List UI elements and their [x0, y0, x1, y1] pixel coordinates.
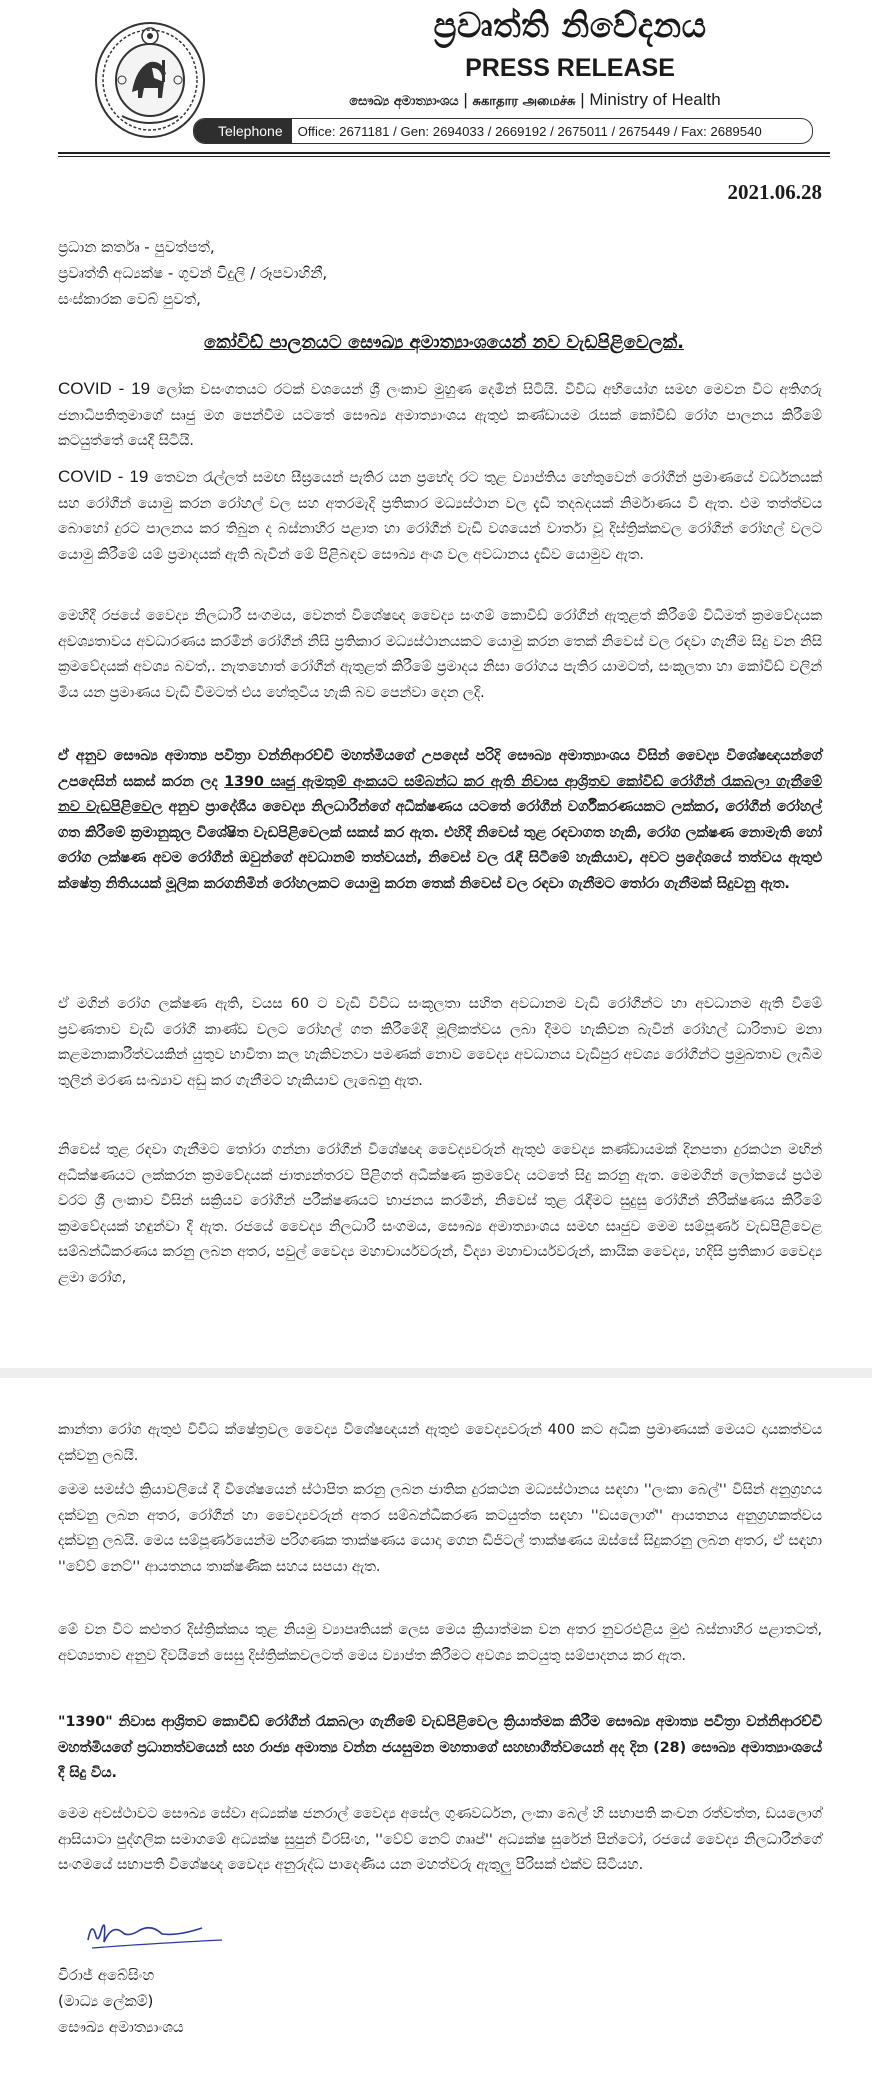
- paragraph-6: නිවෙස් තුළ රඳවා ගැනීමට තෝරා ගන්නා රෝගීන් විශේෂඥ වෛද්‍යවරුන් ඇතුළු වෛද්‍ය කණ්ඩායමක් දිනපතා දුරකථන මඟින් අධීක්ෂණයට ලක්කරන ක්‍රමවේදයක් ජාත්‍යන්තරව පිළිගත් අධීක්ෂණ ක්‍රමවේද යටතේ සිදු කරනු ඇත. මෙමගින් ලෝකයේ ප්‍රථම වරට ශ්‍රී ලංකාව විසින් සක්‍රියව රෝගීන් පරීක්ෂණයට භාජනය කරමින්, නිවෙස් තුළ රැඳීමට සුදුසු රෝගීන් නිරීක්ෂණය කිරීමේ ක්‍රමවේදයක් හඳුන්වා දී ඇත. රජයේ වෛද්‍ය නිලධාරී සංගමය, සෞඛ්‍ය අමාත්‍යාංශය සමඟ සෘජුව මෙම සම්පූර්ණ වැඩපිළිවෙළ සම්බන්ධීකරණය කරනු ලබන අතර, පවුල් වෛද්‍ය මහාචාර්යවරුන්, විද්‍යා මහාචාර්යවරුන්, කායික වෛද්‍ය, හදිසි ප්‍රතිකාර වෛද්‍ය ළමා රෝග,: [58, 1142, 822, 1286]
- header-rule-thin: [58, 156, 830, 157]
- ministry-separator-1: |: [463, 90, 468, 109]
- handwritten-signature-icon: [82, 1910, 232, 1956]
- paragraph-1-text: ලෝක වසංගතයට රටක් වශයෙන් ශ්‍රී ලංකාව මුහුණ දෙමින් සිටියි. විවිධ අභියෝග සමඟ මෙවන විට අතිගරු ජනාධිපතිතුමාගේ සෘජු මග පෙන්වීම යටතේ සෞඛ්‍ය අමාත්‍යාංශය ඇතුළු කණ්ඩායම රැසක් කෝවිඩ් රෝග පාලනය කිරීමේ කටයුත්තේ යෙදී සිටියි.: [58, 382, 822, 449]
- paragraph-4: [58, 744, 822, 897]
- signer-office: සෞඛ්‍ය අමාත්‍යාංශය: [58, 2018, 184, 2036]
- telephone-numbers: Office: 2671181 / Gen: 2694033 / 2669192 / 2675011 / 2675449 / Fax: 2689540: [297, 123, 762, 139]
- ministry-separator-2: |: [580, 90, 585, 109]
- page-2: [0, 1378, 872, 2096]
- press-release-title-sinhala: ප්‍රවෘත්ති නිවේදනය: [433, 6, 707, 46]
- paragraph-3: මෙහිදී රජයේ වෛද්‍ය නිලධාරී සංගමය, වෙනත් විශේෂඥ වෛද්‍ය සංගම් කොවිඩ් රෝගීන් ඇතුළත් කිරීමේ විධිමත් ක්‍රමවේදයක අවශ්‍යතාවය අවධාරණය කරමින් රෝගීන් නිසි ප්‍රතිකාර මධ්‍යස්ථානයකට යොමු කරන තෙක් නිවෙස් වල රඳවා ගැනීම සිදු වන නිසි ක්‍රමවේදයක් අවශ්‍ය බවත්,. නැතහොත් රෝගීන් ඇතුළත් කිරීමේ ප්‍රමාදය නිසා රෝගය පැතිර යාමටත්, සංකූලතා හා කෝවිඩ් වලින් මිය යන ප්‍රමාණය වැඩි වීමටත් එය හේතුවිය හැකි බව පෙන්වා දෙන ලදි.: [58, 608, 822, 701]
- sri-lanka-emblem-icon: [92, 20, 208, 140]
- signer-name: විරාජ් අබේසිංහ: [58, 1966, 155, 1984]
- paragraph-11: මෙම අවස්ථාවට සෞඛ්‍ය සේවා අධ්‍යක්ෂ ජනරාල් වෛද්‍ය අසේල ගුණවර්ධන, ලංකා බෙල් හි සභාපති කංචන රත්වත්ත, ඩයලොග් ආසියාටා පුද්ගලික සමාගමේ අධ්‍යක්ෂ සුපුන් වීරසිංහ, ''වේව් නෙට් ගෲප්'' අධ්‍යක්ෂ සුරේන් පින්ටෝ, රජයේ වෛද්‍ය නිලධාරීන්ගේ සංගමයේ සභාපති විශේෂඥ වෛද්‍ය අනුරුද්ධ පාදෙණිය යන මහත්වරු ඇතුලු පිරිසක් එක්ව සිටියහ.: [58, 1806, 822, 1873]
- paragraph-4-a: ඒ අනුව සෞඛ්‍ය අමාත්‍ය පවිත්‍රා වන්නිආරච්චි මහත්මියගේ උපදෙස් පරිදි සෞඛ්‍ය අමාත්‍යාංශය විසින් වෛද්‍ය විශේෂඥයන්ගේ උපදෙසින් සකස් කරන ලද: [58, 748, 822, 790]
- signer-role: (මාධ්‍ය ලේකම්): [58, 1992, 154, 2010]
- release-date: 2021.06.28: [727, 180, 822, 204]
- ministry-sinhala: සෞඛ්‍ය අමාත්‍යාංශය: [349, 94, 459, 109]
- telephone-bar: [193, 118, 813, 144]
- telephone-label: Telephone: [194, 119, 292, 143]
- header-rule: [58, 152, 830, 154]
- paragraph-4-underlined: 1390 සෘජු ඇමතුම් අංකයට සම්බන්ධ කර ඇති නිවාස ආශ්‍රිතව කෝවිඩ් රෝගීන් රැකබලා ගැනීමේ නව වැඩපිළිවෙල: [58, 773, 823, 815]
- ministry-english: Ministry of Health: [589, 90, 721, 109]
- paragraph-2-text: තෙවන රැල්ලත් සමඟ සීඝ්‍රයෙන් පැතිර යන ප්‍රභේද රට තුළ ව්‍යාප්තිය හේතුවෙන් රෝගීන් ප්‍රමාණයේ වර්ධනයක් සහ රෝගීන් යොමු කරන රෝහල් වල සහ අතරමැදි ප්‍රතිකාර මධ්‍යස්ථාන වල දැඩි තදබදයක් නිර්මාණය වී ඇත. එම තත්ත්වය බොහෝ දුරට පාලනය කර තිබුන ද බස්නාහිර පළාත හා රෝගීන් වැඩි වශයෙන් වාර්තා වූ දිස්ත්‍රික්කවල රෝගීන් රෝහල් වලට යොමු කිරීමේ යම් ප්‍රමාදයක් ඇති බැවින් මේ පිළිබඳව සෞඛ්‍ය අංශ වල අවධානය දැඩිව යොමුව ඇත.: [58, 470, 822, 563]
- addressee-3: සංස්කාරක වෙබ් පුවත්,: [58, 290, 201, 308]
- paragraph-10: "1390" නිවාස ආශ්‍රිතව කොවිඩ් රෝගීන් රැකබලා ගැනීමේ වැඩපිළිවෙල ක්‍රියාත්මක කිරීම සෞඛ්‍ය අමාත්‍ය පවිත්‍රා වන්නිආරච්චි මහත්මියගේ ප්‍රධානත්වයෙන් සහ රාජ්‍ය අමාත්‍ය වන්න ජයසුමන මහතාගේ සහභාගීත්වයෙන් අද දින (28) සෞඛ්‍ය අමාත්‍යාංශයේ දී සිදු විය.: [58, 1714, 822, 1781]
- press-release-title-english: PRESS RELEASE: [465, 54, 675, 82]
- paragraph-2-lead: COVID - 19: [58, 467, 149, 486]
- headline: කෝවිඩ් පාලනයට සෞඛ්‍ය අමාත්‍යාංශයෙන් නව වැඩපිළිවෙලක්.: [204, 332, 684, 353]
- paragraph-7: කාන්තා රෝග ඇතුළු විවිධ ක්ෂේත්‍රවල වෛද්‍ය විශේෂඥයන් ඇතුළු වෛද්‍යවරුන් 400 කට අධික ප්‍රමාණයක් මෙයට දායකත්වය දක්වනු ලබයි.: [58, 1422, 822, 1464]
- paragraph-9: මේ වන විට කළුතර දිස්ත්‍රික්කය තුළ නියමු ව්‍යාපෘතියක් ලෙස මෙය ක්‍රියාත්මක වන අතර නුවරඑළිය මුළු බස්නාහිර පළාතටත්, අවශ්‍යතාව අනුව දිවයිනේ සෙසු දිස්ත්‍රික්කවලටත් මෙය ව්‍යාප්ත කිරීමට අවශ්‍ය කටයුතු සම්පාදනය කර ඇත.: [58, 1622, 822, 1664]
- paragraph-4-b: අනුව ප්‍රාදේශීය වෛද්‍ය නිලධාරීන්ගේ අධීක්ෂණය යටතේ රෝගීන් වර්ගීකරණයකට ලක්කර, රෝගීන් රෝහල් ගත කිරීමේ ක්‍රමානුකූල විශේෂිත වැඩපිළිවෙලක් සකස් කර ඇත. එහිදී නිවෙස් තුළ රඳවාගත හැකි, රෝග ලක්ෂණ නොමැති හෝ රෝග ලක්ෂණ අවම රෝගීන් ඔවුන්ගේ අවධානම් තත්වයන්, නිවෙස් වල රැඳී සිටීමේ හැකියාව, අවට ප්‍රදේශයේ තත්වය ඇතුළු ක්ෂේත්‍ර නිතියයක් මූලික කරගනිමින් රෝහලකට යොමු කරන තෙක් නිවෙස් වල රඳවා ගැනීමට තෝරා ගැනීමක් සිදුවනු ඇත.: [58, 799, 822, 892]
- paragraph-1-lead: COVID - 19: [58, 379, 151, 398]
- paragraph-2: [58, 464, 822, 568]
- addressee-1: ප්‍රධාන කර්තෘ - පුවත්පත්,: [58, 238, 215, 256]
- paragraph-1: [58, 376, 822, 455]
- paragraph-8: මෙම සමස්ථ ක්‍රියාවලියේ දී විශේෂයෙන් ස්ථාපිත කරනු ලබන ජාතික දුරකථන මධ්‍යස්ථානය සඳහා ''ලංකා බෙල්'' විසින් අනුග්‍රහය දක්වනු ලබන අතර, රෝගීන් හා වෛද්‍යවරුන් අතර සම්බන්ධීකරණ කටයුත්ත සඳහා ''ඩයලොග්'' ආයතනය අනුග්‍රහකත්වය දක්වනු ලබයි. මෙය සම්පූර්ණයෙන්ම පරිගණක තාක්ෂණය යොදා ගෙන ඩිජිටල් තාක්ෂණය ඔස්සේ සිදුකරනු ලබන අතර, ඒ සඳහා ''වේව් නෙට්'' ආයතනය තාක්ෂණික සහය සපයා ඇත.: [58, 1482, 823, 1575]
- ministry-line: [240, 90, 830, 110]
- addressee-2: ප්‍රවෘත්ති අධ්‍යක්ෂ - ගුවන් විදුලි / රූපවාහිනී,: [58, 264, 328, 282]
- ministry-tamil: சுகாதார அமைச்சு: [472, 94, 576, 109]
- page-separator: [0, 1368, 872, 1378]
- paragraph-5: ඒ මගින් රෝග ලක්ෂණ ඇති, වයස 60 ට වැඩි විවිධ සංකූලතා සහිත අවධානම වැඩි රෝගීන්ට හා අවධානම ඇති වීමේ ප්‍රවණතාව වැඩි රෝගී කාණ්ඩ වලට රෝහල් ගත කිරීමේදී මූලිකත්වය ලබා දීමට හැකිවන බැවින් රෝහල් ධාරිතාව මනා කළමනාකාරීත්වයකින් යුතුව භාවිතා කල හැකිවනවා පමණක් නොව වෛද්‍ය අවධානය වැඩිපුර අවශ්‍ය රෝගීන්ට ප්‍රමුඛතාව ලැබීම තුලින් මරණ සංඛ්‍යාව අඩු කර ගැනීමට හැකියාව ලැබෙනු ඇත.: [58, 996, 822, 1089]
